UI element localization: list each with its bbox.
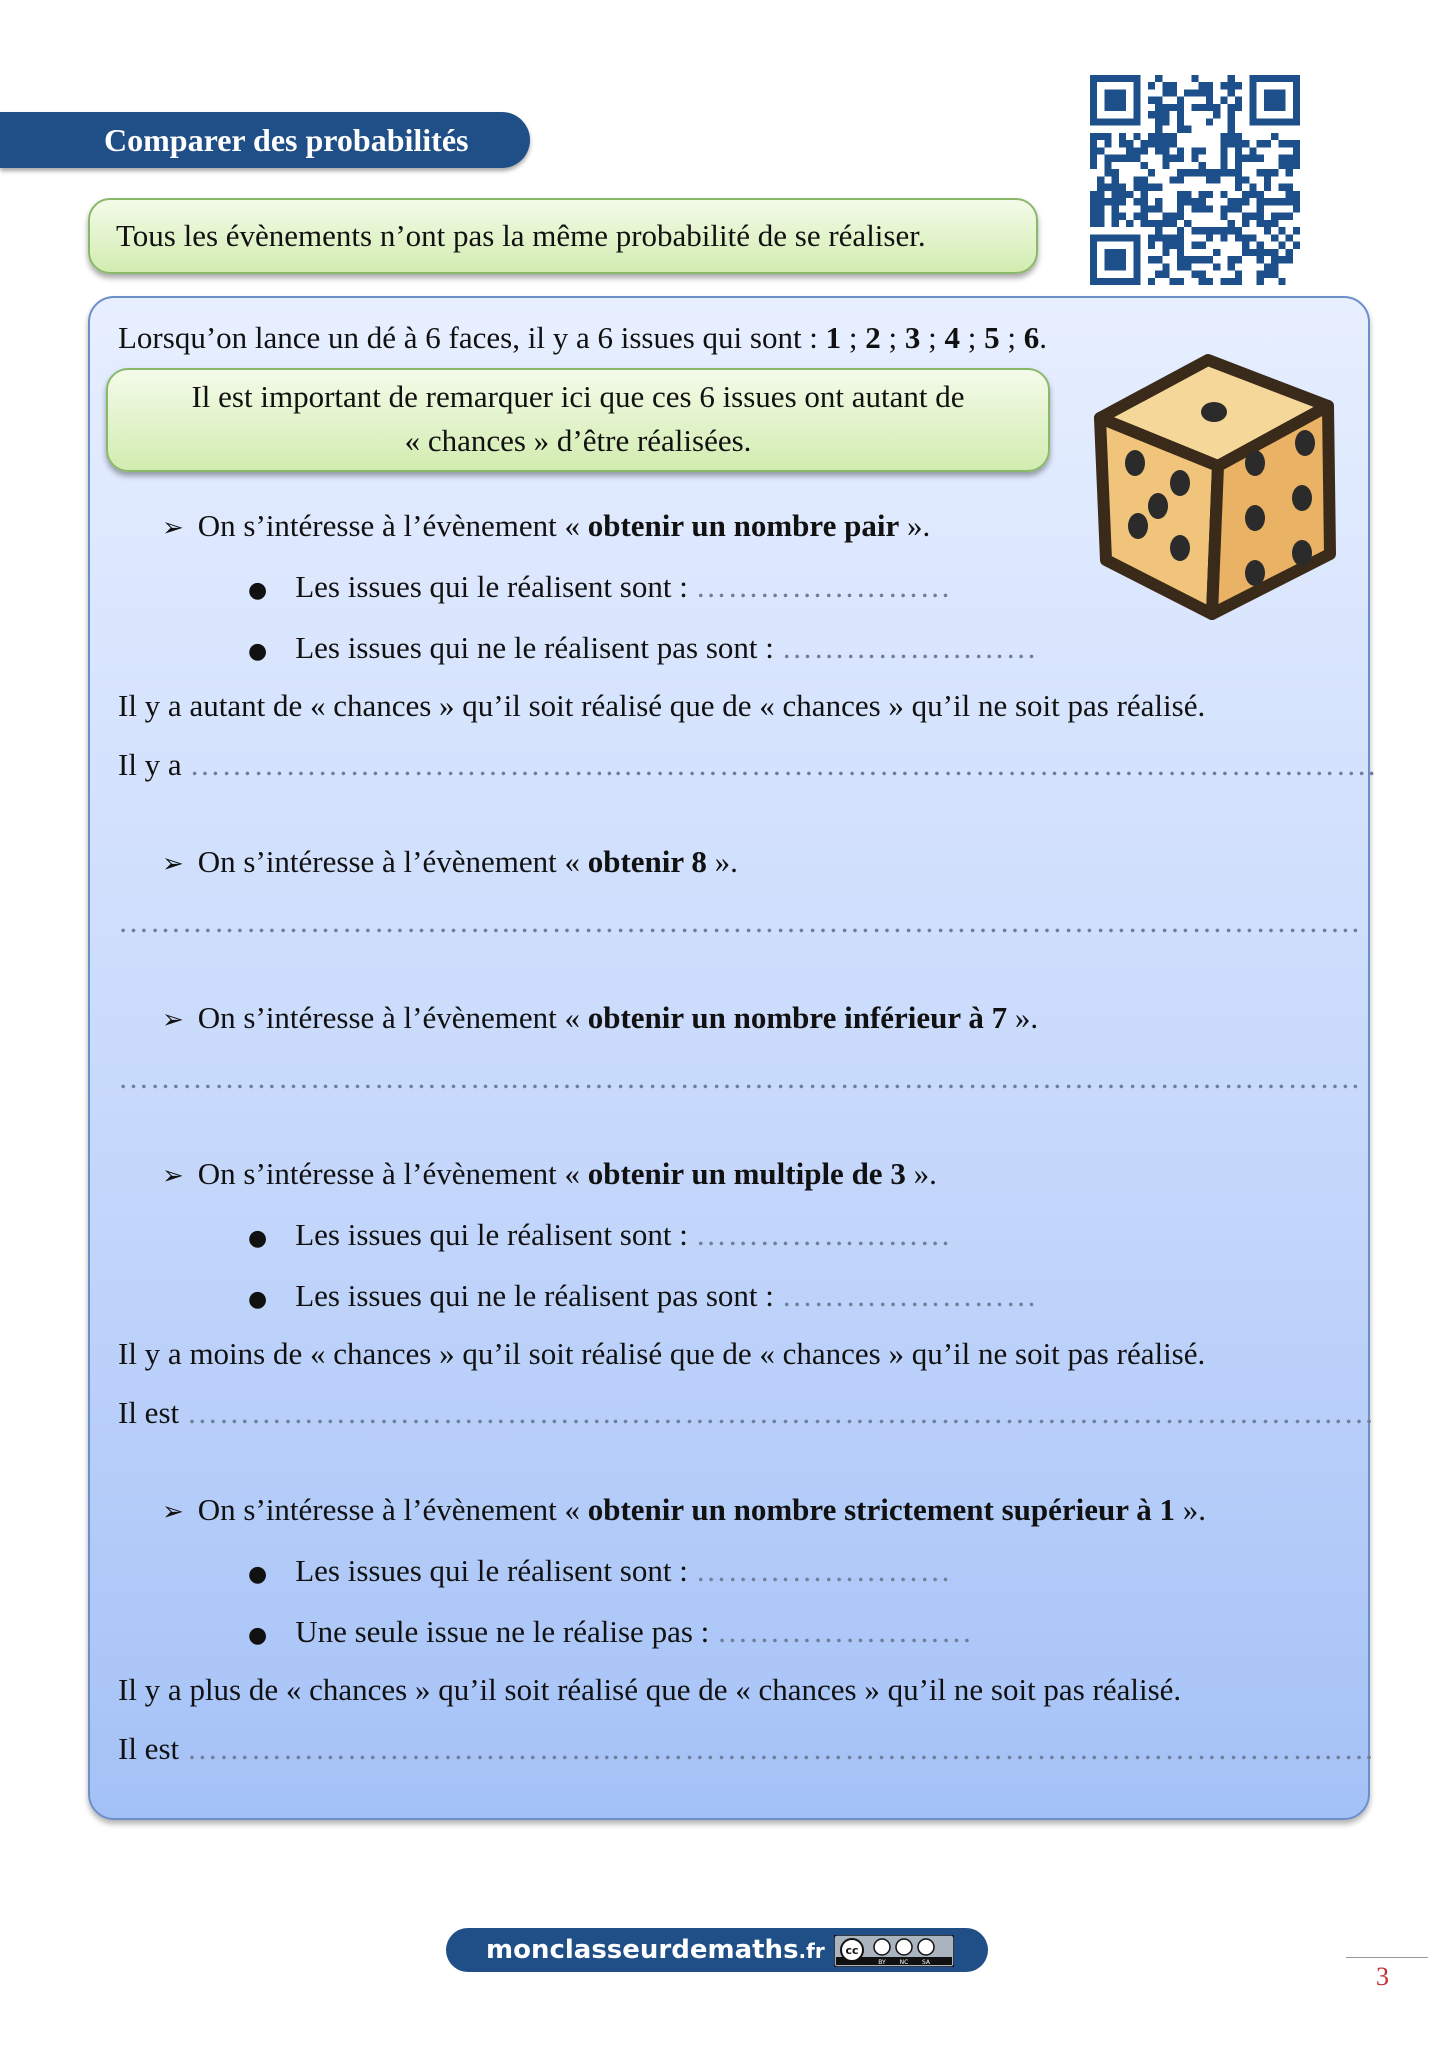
intro-callout: [88, 198, 1038, 274]
list-item: ● Une seule issue ne le réalise pas : ……………………: [248, 1614, 974, 1649]
answer-line: Il y a …………………………………..……………………………………………………….…….: [118, 747, 1377, 782]
arrow-bullet-icon: ➢: [162, 1005, 184, 1035]
arrow-bullet-icon: ➢: [162, 513, 184, 543]
exercise-box: [88, 296, 1377, 1820]
section-title-bar: [0, 112, 530, 168]
event-greater-than-1: ➢ On s’intéresse à l’évènement « obtenir un nombre strictement supérieur à 1 ».: [162, 1492, 1206, 1527]
list-item: ● Les issues qui ne le réalisent pas sont : ……………………: [248, 630, 1038, 665]
footer-link[interactable]: [446, 1928, 988, 1972]
answer-field[interactable]: ……………………: [695, 1553, 952, 1588]
site-name: monclasseurdemaths.fr: [486, 1935, 825, 1965]
answer-field[interactable]: ………………………………..…………………………………………………………………….: [118, 1060, 1361, 1095]
bullet-icon: ●: [248, 578, 268, 603]
answer-field[interactable]: …………………………………..………………………………………………………….….: [186, 1395, 1374, 1430]
answer-field[interactable]: ……………………: [695, 1217, 952, 1252]
svg-text:BY: BY: [878, 1959, 886, 1966]
qr-code[interactable]: [1090, 75, 1300, 285]
answer-line: [118, 902, 1360, 942]
answer-field[interactable]: ……………………: [717, 1614, 974, 1649]
answer-line: Il est …………………………………..………………………………………………………….….: [118, 1731, 1374, 1766]
list-item: ● Les issues qui le réalisent sont : ……………………: [248, 1217, 952, 1252]
event-even: ➢ On s’intéresse à l’évènement « obtenir un nombre pair ».: [162, 508, 931, 543]
answer-field[interactable]: …………………………………..……………………………………………………….…….: [189, 747, 1377, 782]
event-eight: ➢ On s’intéresse à l’évènement « obtenir 8 ».: [162, 844, 738, 879]
page-number: 3: [1376, 1962, 1389, 1991]
creative-commons-license-icon[interactable]: [834, 1935, 954, 1967]
dice-icon: [1080, 348, 1350, 628]
answer-field[interactable]: ……………………: [781, 630, 1038, 665]
bullet-icon: ●: [248, 1562, 268, 1587]
answer-field[interactable]: ………………………………..…………………………………………………………………….: [118, 904, 1361, 939]
list-item: ● Les issues qui ne le réalisent pas sont : ……………………: [248, 1278, 1038, 1313]
remark-line-1: Il est important de remarquer ici que ces 6 issues ont autant de: [191, 379, 965, 414]
event-multiple-of-3: ➢ On s’intéresse à l’évènement « obtenir un multiple de 3 ».: [162, 1156, 937, 1191]
conclusion-text: Il y a plus de « chances » qu’il soit réalisé que de « chances » qu’il ne soit pas réalisé.: [118, 1672, 1182, 1707]
bullet-icon: ●: [248, 639, 268, 664]
bullet-icon: ●: [248, 1287, 268, 1312]
page-number-rule: [1346, 1957, 1428, 1958]
event-less-than-7: ➢ On s’intéresse à l’évènement « obtenir un nombre inférieur à 7 ».: [162, 1000, 1039, 1035]
section-title: Comparer des probabilités: [104, 122, 469, 158]
arrow-bullet-icon: ➢: [162, 849, 184, 879]
svg-text:SA: SA: [921, 1959, 931, 1966]
list-item: ● Les issues qui le réalisent sont : ……………………: [248, 1553, 952, 1588]
remark-line-2: « chances » d’être réalisées.: [404, 423, 752, 458]
answer-line: [118, 1058, 1360, 1098]
svg-text:cc: cc: [845, 1944, 859, 1957]
bullet-icon: ●: [248, 1623, 268, 1648]
list-item: ● Les issues qui le réalisent sont : ……………………: [248, 569, 952, 604]
answer-field[interactable]: …………………………………..………………………………………………………….….: [186, 1731, 1374, 1766]
svg-text:NC: NC: [899, 1959, 909, 1966]
arrow-bullet-icon: ➢: [162, 1161, 184, 1191]
answer-line: Il est …………………………………..………………………………………………………….….: [118, 1395, 1374, 1430]
lead-sentence: Lorsqu’on lance un dé à 6 faces, il y a 6 issues qui sont : 1 ; 2 ; 3 ; 4 ; 5 ; 6.: [118, 320, 1048, 355]
answer-field[interactable]: ……………………: [695, 569, 952, 604]
answer-field[interactable]: ……………………: [781, 1278, 1038, 1313]
remark-callout: [106, 368, 1050, 472]
conclusion-text: Il y a moins de « chances » qu’il soit réalisé que de « chances » qu’il ne soit pas réalisé.: [118, 1336, 1206, 1371]
arrow-bullet-icon: ➢: [162, 1497, 184, 1527]
intro-text: Tous les évènements n’ont pas la même probabilité de se réaliser.: [116, 218, 926, 253]
conclusion-text: Il y a autant de « chances » qu’il soit réalisé que de « chances » qu’il ne soit pas réalisé.: [118, 688, 1206, 723]
bullet-icon: ●: [248, 1226, 268, 1251]
